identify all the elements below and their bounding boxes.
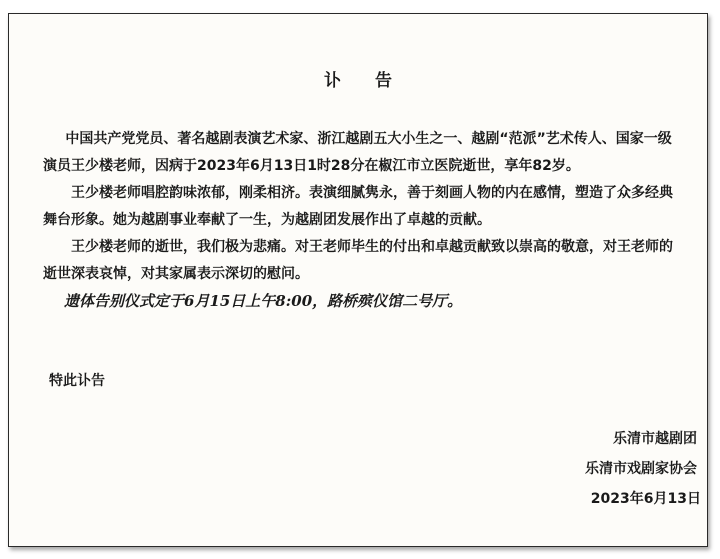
obituary-notice (8, 13, 708, 547)
notice-title: 讣 告 (324, 71, 406, 91)
notice-body (43, 126, 683, 315)
paragraph-career: 王少楼老师唱腔韵味浓郁，刚柔相济。表演细腻隽永，善于刻画人物的内在感情，塑造了众多经典舞台形象。她为越剧事业奉献了一生，为越剧团发展作出了卓越的贡献。 (43, 185, 673, 228)
paragraph-intro: 中国共产党党员、著名越剧表演艺术家、浙江越剧五大小生之一、越剧“范派”艺术传人、国家一级演员王少楼老师，因病于2023年6月13日1时28分在椒江市立医院逝世，享年82岁。 (43, 131, 672, 174)
ceremony-notice: 遗体告别仪式定于6月15日上午8:00，路桥殡仪馆二号厅。 (64, 292, 463, 310)
signature-association: 乐清市戏剧家协会 (585, 461, 697, 477)
paragraph-condolence: 王少楼老师的逝世，我们极为悲痛。对王老师毕生的付出和卓越贡献致以崇高的敬意，对王老师的逝世深表哀悼，对其家属表示深切的慰问。 (43, 239, 673, 282)
notice-date: 2023年6月13日 (590, 491, 701, 507)
signature-troupe: 乐清市越剧团 (613, 431, 697, 447)
closing-phrase: 特此讣告 (49, 373, 105, 389)
